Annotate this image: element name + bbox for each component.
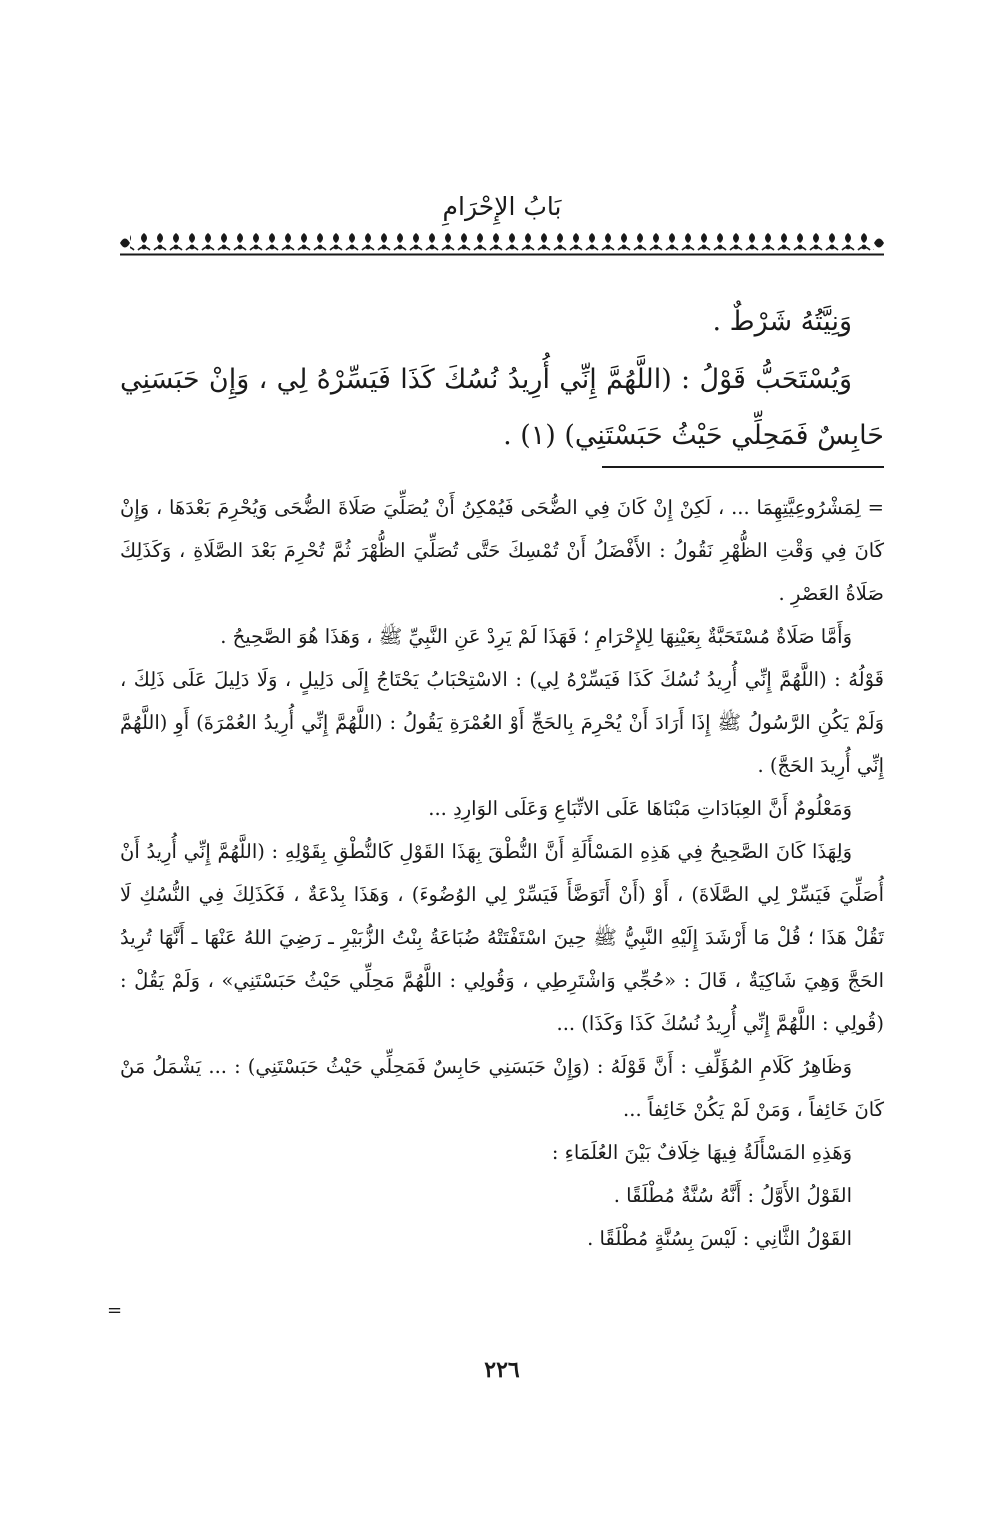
footnote-paragraph: القَوْلُ الثَّانِي : لَيْسَ بِسُنَّةٍ مُطْلَقًا . <box>587 1227 852 1250</box>
footnote-separator <box>602 466 884 468</box>
footnote-paragraph: القَوْلُ الأَوَّلُ : أَنَّهُ سُنَّةٌ مُطْلَقًا . <box>613 1184 852 1207</box>
main-paragraph: وَنِيَّتُهُ شَرْطٌ . <box>712 306 852 337</box>
footnote-paragraph: وَلِهَذَا كَانَ الصَّحِيحُ فِي هَذِهِ المَسْأَلَةِ أَنَّ النُّطْقَ بِهَذَا القَوْلِ كَالنُّطْقِ بِقَوْلِهِ : (اللَّهُمَّ إِنِّي أُرِيدُ أَنْ أُصَلِّيَ فَيَسِّرْ لِي الصَّلَاةَ) ، أَوْ (أَنْ أَتَوَضَّأَ فَيَسِّرْ لِي الوُضُوءَ) ، وَهَذَا بِدْعَةٌ ، فَكَذَلِكَ فِي النُّسُكِ لَا تَقُلْ هَذَا ؛ قُلْ مَا أَرْشَدَ إِلَيْهِ النَّبِيُّ ﷺ حِينَ اسْتَفْتَتْهُ ضُبَاعَةُ بِنْتُ الزُّبَيْرِ ـ رَضِيَ اللهُ عَنْهَا ـ أَنَّهَا تُرِيدُ الحَجَّ وَهِيَ شَاكِيَةٌ ، قَالَ : «حُجِّي وَاشْتَرِطِي ، وَقُولِي : اللَّهُمَّ مَحِلِّي حَيْثُ حَبَسْتَنِي» ، وَلَمْ يَقُلْ : (قُولِي : اللَّهُمَّ إِنِّي أُرِيدُ نُسُكَ كَذَا وَكَذَا) ... <box>120 840 884 1035</box>
ornament-divider <box>120 230 884 256</box>
footnote-paragraph: وَهَذِهِ المَسْأَلَةُ فِيهَا خِلَافٌ بَيْنَ العُلَمَاءِ : <box>551 1141 852 1164</box>
footnote-paragraph: وَمَعْلُومٌ أَنَّ العِبَادَاتِ مَبْنَاهَا عَلَى الاتِّبَاعِ وَعَلَى الوَارِدِ ... <box>428 797 852 820</box>
chapter-title: بَابُ الإِحْرَامِ <box>442 192 562 221</box>
footnote-paragraph: وَظَاهِرُ كَلَامِ المُؤَلِّفِ : أَنَّ قَوْلَهُ : (وَإِنْ حَبَسَنِي حَابِسٌ فَمَحِلِّي حَيْثُ حَبَسْتَنِي) : ... يَشْمَلُ مَنْ كَانَ خَائِفاً ، وَمَنْ لَمْ يَكُنْ خَائِفاً ... <box>120 1055 884 1121</box>
footnote-paragraph: وَأَمَّا صَلَاةٌ مُسْتَحَبَّةٌ بِعَيْنِهَا لِلإِحْرَامِ ؛ فَهَذَا لَمْ يَرِدْ عَنِ النَّبِيِّ ﷺ ، وَهَذَا هُوَ الصَّحِيحُ . <box>220 625 852 648</box>
footnote-paragraph: قَوْلُهُ : (اللَّهُمَّ إِنِّي أُرِيدُ نُسُكَ كَذَا فَيَسِّرْهُ لِي) : الاسْتِحْبَابُ يَحْتَاجُ إِلَى دَلِيلٍ ، وَلَا دَلِيلَ عَلَى ذَلِكَ ، وَلَمْ يَكُنِ الرَّسُولُ ﷺ إِذَا أَرَادَ أَنْ يُحْرِمَ بِالحَجِّ أَوْ العُمْرَةِ يَقُولُ : (اللَّهُمَّ إِنِّي أُرِيدُ العُمْرَةَ) أَوِ (اللَّهُمَّ إِنِّي أُرِيدَ الحَجَّ) . <box>120 668 884 777</box>
main-text <box>120 294 884 464</box>
page-number: ٢٢٦ <box>484 1357 520 1383</box>
footnotes <box>120 486 884 1260</box>
continuation-mark: = <box>107 1300 123 1321</box>
footnote-paragraph: = لِمَشْرُوعِيَّتِهِمَا ... ، لَكِنْ إِنْ كَانَ فِي الضُّحَى فَيُمْكِنُ أَنْ يُصَلِّيَ صَلَاةَ الضُّحَى وَيُحْرِمَ بَعْدَهَا ، وَإِنْ كَانَ فِي وَقْتِ الظُّهْرِ نَقُولُ : الأَفْضَلُ أَنْ تُمْسِكَ حَتَّى تُصَلِّيَ الظُّهْرَ ثُمَّ تُحْرِمَ بَعْدَ الصَّلَاةِ ، وَكَذَلِكَ صَلَاةُ العَصْرِ . <box>120 496 884 605</box>
main-paragraph: وَيُسْتَحَبُّ قَوْلُ : (اللَّهُمَّ إِنِّي أُرِيدُ نُسُكَ كَذَا فَيَسِّرْهُ لِي ، وَإِنْ حَبَسَنِي حَابِسٌ فَمَحِلِّي حَيْثُ حَبَسْتَنِي) (١) . <box>120 364 884 451</box>
